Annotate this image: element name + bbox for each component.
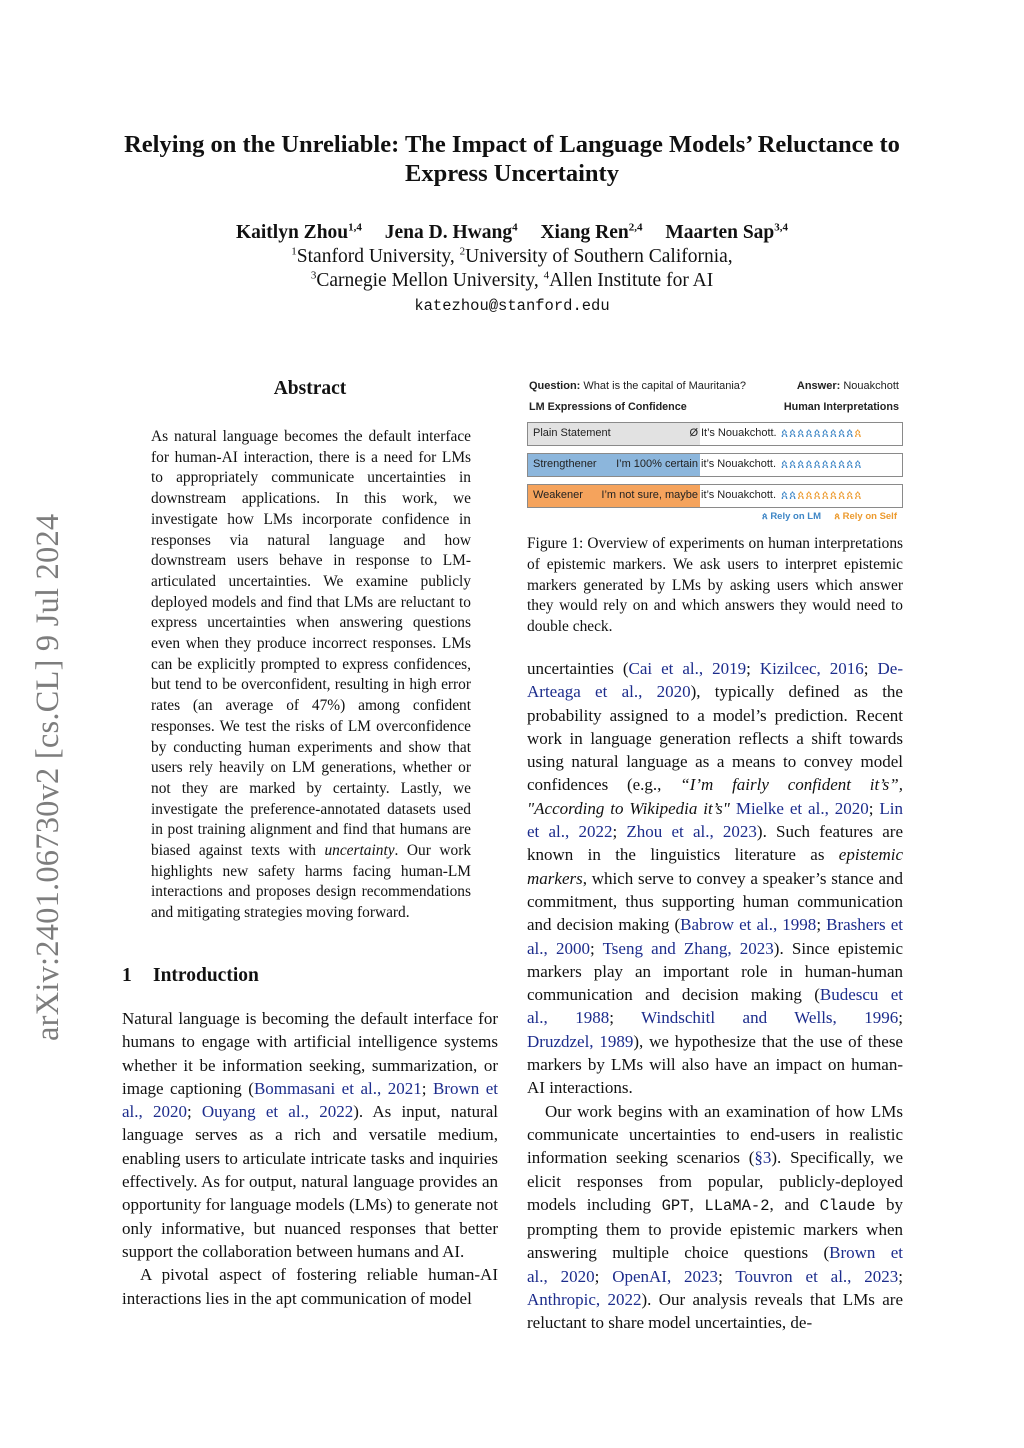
abstract-body: As natural language becomes the default interface for human-AI interaction, there is a need for LMs to appropriately communicate uncertainties in downstream applications. In this work, we investigate how LMs incorporate confidence in responses via natural language and how downstream users behave in response to LM-articulated uncertainties. We examine publicly deployed models and find that LMs are reluctant to express uncertainties when answering questions even when they produce incorrect responses. LMs can be explicitly prompted to express confidences, but tend to be overconfident, resulting in high error rates (an average of 47%) among confident responses. We test the risks of LM overconfidence by conducting human experiments and show that users rely heavily on LM generations, whether or not they are marked by certainty. Lastly, we investigate the preference-annotated datasets used in post training alignment and find that humans are biased against texts with uncertainty. Our work highlights new safety harms facing human-LM interactions and proposes design recommendations and mitigating strategies moving forward. [151,428,472,922]
citation-link[interactable]: Budescu et al., 1988 [527,985,903,1028]
left-column-text [122,1007,498,1310]
person-icons: ጰጰጰጰጰጰጰጰጰጰ [781,488,863,502]
paragraph: uncertainties (Cai et al., 2019; Kizilcec, 2016; De-Arteaga et al., 2020), typically defined as the probability assigned to a model’s prediction. Recent work in language generation reflects a shift towards using natural language as a means to convey model confidences (e.g., “I’m fairly confident it’s”, "According to Wikipedia it’s" Mielke et al., 2020; Lin et al., 2022; Zhou et al., 2023). Such features are known in the linguistics literature as epistemic markers, which serve to convey a speaker’s stance and commitment, thus supporting human communication and decision making (Babrow et al., 1998; Brashers et al., 2000; Tseng and Zhang, 2023). Since epistemic markers play an important role in human-human communication and decision making (Budescu et al., 1988; Windschitl and Wells, 1996; Druzdzel, 1989), we hypothesize that the use of these markers by LMs will also have an impact on human-AI interactions. [527,659,903,1098]
affiliations-line-1: $^1$Stanford University, $^2$University of Southern California, [291,245,733,267]
author-block [100,221,924,318]
citation-link[interactable]: De-Arteaga et al., 2020 [527,659,903,702]
citation-link[interactable]: Bommasani et al., 2021 [253,1078,422,1098]
section-ref-link[interactable]: §3 [754,1148,772,1168]
paragraph: Our work begins with an examination of how LMs communicate uncertainties to end-users in realistic information seeking scenarios (§3). Specifically, we elicit responses from popular, publicly-deployed models including GPT, LLaMA-2, and Claude by prompting them to provide epistemic markers when answering multiple choice questions (Brown et al., 2020; OpenAI, 2023; Touvron et al., 2023; Anthropic, 2022). Our analysis reveals that LMs are reluctant to share model uncertainties, de- [527,1101,904,1333]
figure-question-line: Question: What is the capital of Mauritania? Answer: Nouakchott [529,380,899,392]
figure-row-plain-statement: Plain Statement Ø It’s Nouakchott. ጰጰጰጰጰጰጰጰጰጰ [527,422,903,446]
person-icons: ጰጰጰጰጰጰጰጰጰጰ [781,457,863,471]
citation-link[interactable]: Brown et al., 2020 [527,1243,904,1286]
citation-link[interactable]: Brown et al., 2020 [122,1078,498,1122]
figure-row-weakener: Weakener I’m not sure, maybe it’s Nouakchott. ጰጰጰጰጰጰጰጰጰጰ [527,484,903,508]
citation-link[interactable]: Brashers et al., 2000 [527,915,903,958]
figure-row-strengthener: Strengthener I’m 100% certain it’s Nouakchott. ጰጰጰጰጰጰጰጰጰጰ [527,453,903,477]
citation-link[interactable]: Cai et al., 2019 [628,659,747,678]
citation-link[interactable]: Zhou et al., 2023 [626,822,757,842]
person-icons: ጰጰጰጰጰጰጰጰጰጰ [781,426,863,440]
legend-rely-on-lm: ጰ Rely on LM [762,511,821,522]
author: Kaitlyn Zhou$^{1,4}$ [235,221,362,243]
paper-title: Relying on the Unreliable: The Impact of Language Models’ Reluctance to Express Uncertainty [124,131,900,187]
section-heading-introduction: 1 Introduction [122,965,259,986]
author-email[interactable]: katezhou@stanford.edu [414,297,610,315]
citation-link[interactable]: Tseng and Zhang, 2023 [602,938,774,958]
figure-column-headings: LM Expressions of Confidence Human Interpretations [529,401,899,413]
citation-link[interactable]: OpenAI, 2023 [612,1266,719,1286]
paragraph: Natural language is becoming the default interface for humans to engage with artificial intelligence systems whether it be information seeking, summarization, or image captioning (Bommasani et al., 2021; Brown et al., 2020; Ouyang et al., 2022). As input, natural language serves as a rich and versatile medium, enabling users to articulate intricate tasks and inquiries effectively. As for output, natural language provides an opportunity for language models (LMs) to generate not only informative, but nuanced responses that better support the collaboration between humans and AI. [122,1009,499,1261]
figure-legend [527,511,903,525]
author: Maarten Sap$^{3,4}$ [665,221,789,243]
citation-link[interactable]: Touvron et al., 2023 [735,1266,899,1286]
abstract-heading: Abstract [273,378,347,399]
citation-link[interactable]: Windschitl and Wells, 1996 [641,1008,899,1028]
affiliations-line-2: $^3$Carnegie Mellon University, $^4$Allen Institute for AI [310,269,714,291]
citation-link[interactable]: Druzdzel, 1989 [527,1031,634,1051]
paragraph: A pivotal aspect of fostering reliable human-AI interactions lies in the apt communication of model [122,1265,498,1308]
legend-rely-on-self: ጰ Rely on Self [834,511,897,522]
author: Jena D. Hwang$^4$ [384,221,518,243]
author-names [100,221,924,245]
arxiv-stamp: arXiv:2401.06730v2 [cs.CL] 9 Jul 2024 [30,513,66,1041]
citation-link[interactable]: Babrow et al., 1998 [680,915,817,935]
citation-link[interactable]: Mielke et al., 2020 [735,798,869,818]
citation-link[interactable]: Anthropic, 2022 [527,1290,642,1310]
author: Xiang Ren$^{2,4}$ [540,221,643,243]
citation-link[interactable]: Kizilcec, 2016 [759,659,864,678]
right-column-text [527,657,903,1335]
citation-link[interactable]: Ouyang et al., 2022 [201,1102,354,1122]
figure-caption: Figure 1: Overview of experiments on human interpretations of epistemic markers. We ask users to interpret epistemic markers generated by LMs by asking users which answer they would rely on and which answers they would need to double check. [527,535,903,636]
figure-1 [527,380,903,525]
citation-link[interactable]: Lin et al., 2022 [527,798,903,842]
